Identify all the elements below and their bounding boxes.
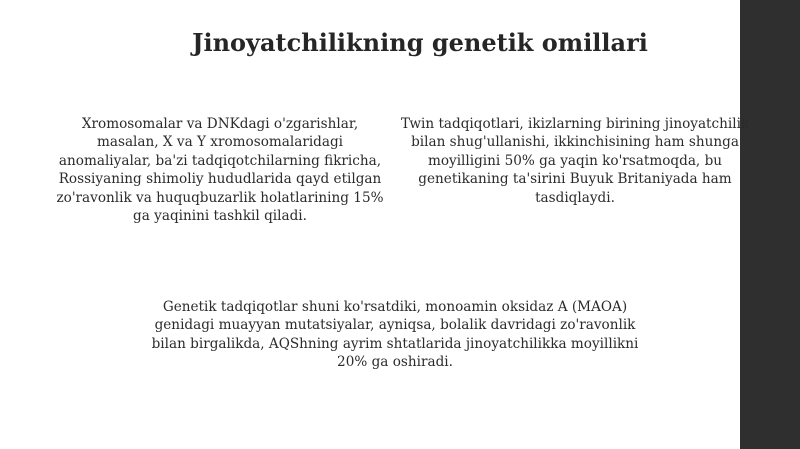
paragraph-twin-studies: Twin tadqiqotlari, ikizlarning birining jinoyatchilik bilan shug'ullanishi, ikkinchisining ham shunga moyilligini 50% ga yaqin ko'rsatmoqda, bu genetikaning ta'sirini Buyuk Britaniyada ham tasdiqlaydi. [400, 116, 750, 206]
paragraph-chromosomes: Xromosomalar va DNKdagi o'zgarishlar, masalan, X va Y xromosomalaridagi anomaliyalar, ba'zi tadqiqotchilarning fikricha, Rossiyaning shimoliy hududlarida qayd etilgan zo'ravonlik va huquqbuzarlik holatlarining 15% ga yaqinini tashkil qiladi. [56, 116, 384, 225]
paragraph-maoa-gene: Genetik tadqiqotlar shuni ko'rsatdiki, monoamin oksidaz A (MAOA) genidagi muayyan mutatsiyalar, ayniqsa, bolalik davridagi zo'ravonlik bilan birgalikda, AQShning ayrim shtatlarida jinoyatchilikka moyillikni 20% ga oshiradi. [151, 299, 639, 371]
slide-title: Jinoyatchilikning genetik omillari [192, 28, 648, 57]
side-bar [740, 0, 800, 449]
